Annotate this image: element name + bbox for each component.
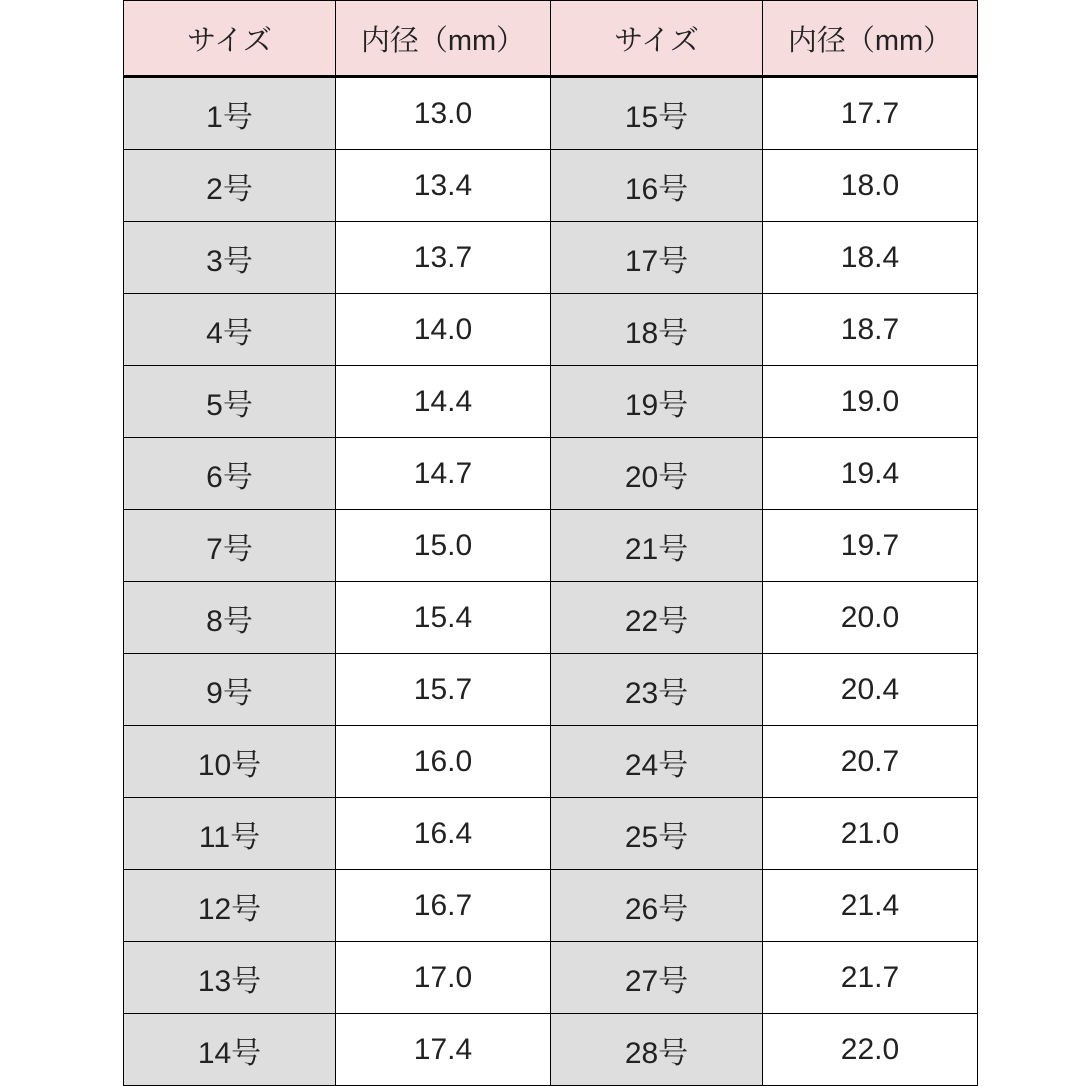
cell-size: 22号 <box>551 582 763 654</box>
cell-size: 24号 <box>551 726 763 798</box>
table-row <box>124 77 978 150</box>
cell-size: 8号 <box>124 582 336 654</box>
cell-diameter: 17.4 <box>336 1014 551 1086</box>
cell-size: 27号 <box>551 942 763 1014</box>
cell-size: 10号 <box>124 726 336 798</box>
cell-size: 20号 <box>551 438 763 510</box>
cell-diameter: 21.7 <box>763 942 978 1014</box>
cell-diameter: 13.7 <box>336 222 551 294</box>
table-row <box>124 726 978 798</box>
cell-diameter: 21.0 <box>763 798 978 870</box>
cell-size: 23号 <box>551 654 763 726</box>
cell-diameter: 18.0 <box>763 150 978 222</box>
table-body <box>124 77 978 1086</box>
cell-diameter: 17.0 <box>336 942 551 1014</box>
table-row <box>124 582 978 654</box>
cell-diameter: 13.0 <box>336 77 551 150</box>
cell-diameter: 20.7 <box>763 726 978 798</box>
cell-size: 26号 <box>551 870 763 942</box>
cell-diameter: 18.7 <box>763 294 978 366</box>
cell-diameter: 15.7 <box>336 654 551 726</box>
cell-size: 9号 <box>124 654 336 726</box>
cell-diameter: 22.0 <box>763 1014 978 1086</box>
cell-diameter: 19.4 <box>763 438 978 510</box>
cell-size: 6号 <box>124 438 336 510</box>
table-header <box>124 1 978 77</box>
cell-diameter: 16.4 <box>336 798 551 870</box>
cell-diameter: 17.7 <box>763 77 978 150</box>
table-row <box>124 942 978 1014</box>
cell-diameter: 14.4 <box>336 366 551 438</box>
cell-size: 13号 <box>124 942 336 1014</box>
cell-size: 12号 <box>124 870 336 942</box>
column-header-size-left: サイズ <box>124 1 336 77</box>
cell-size: 15号 <box>551 77 763 150</box>
cell-diameter: 19.0 <box>763 366 978 438</box>
cell-diameter: 14.7 <box>336 438 551 510</box>
cell-diameter: 16.7 <box>336 870 551 942</box>
table-row <box>124 438 978 510</box>
cell-size: 5号 <box>124 366 336 438</box>
cell-size: 11号 <box>124 798 336 870</box>
cell-diameter: 20.0 <box>763 582 978 654</box>
cell-size: 3号 <box>124 222 336 294</box>
cell-size: 1号 <box>124 77 336 150</box>
cell-diameter: 18.4 <box>763 222 978 294</box>
ring-size-table-container <box>123 0 978 1086</box>
cell-size: 2号 <box>124 150 336 222</box>
cell-size: 19号 <box>551 366 763 438</box>
cell-size: 25号 <box>551 798 763 870</box>
table-row <box>124 294 978 366</box>
column-header-diameter-left: 内径（mm） <box>336 1 551 77</box>
cell-size: 16号 <box>551 150 763 222</box>
cell-diameter: 15.4 <box>336 582 551 654</box>
column-header-diameter-right: 内径（mm） <box>763 1 978 77</box>
table-row <box>124 222 978 294</box>
table-row <box>124 150 978 222</box>
cell-diameter: 20.4 <box>763 654 978 726</box>
table-row <box>124 1014 978 1086</box>
cell-diameter: 21.4 <box>763 870 978 942</box>
cell-size: 17号 <box>551 222 763 294</box>
table-row <box>124 654 978 726</box>
cell-diameter: 16.0 <box>336 726 551 798</box>
table-row <box>124 510 978 582</box>
cell-diameter: 14.0 <box>336 294 551 366</box>
column-header-size-right: サイズ <box>551 1 763 77</box>
cell-size: 7号 <box>124 510 336 582</box>
table-header-row <box>124 1 978 77</box>
cell-size: 18号 <box>551 294 763 366</box>
cell-diameter: 13.4 <box>336 150 551 222</box>
cell-size: 21号 <box>551 510 763 582</box>
cell-size: 14号 <box>124 1014 336 1086</box>
table-row <box>124 798 978 870</box>
table-row <box>124 366 978 438</box>
ring-size-table <box>123 0 978 1086</box>
cell-size: 4号 <box>124 294 336 366</box>
table-row <box>124 870 978 942</box>
cell-diameter: 19.7 <box>763 510 978 582</box>
cell-size: 28号 <box>551 1014 763 1086</box>
cell-diameter: 15.0 <box>336 510 551 582</box>
